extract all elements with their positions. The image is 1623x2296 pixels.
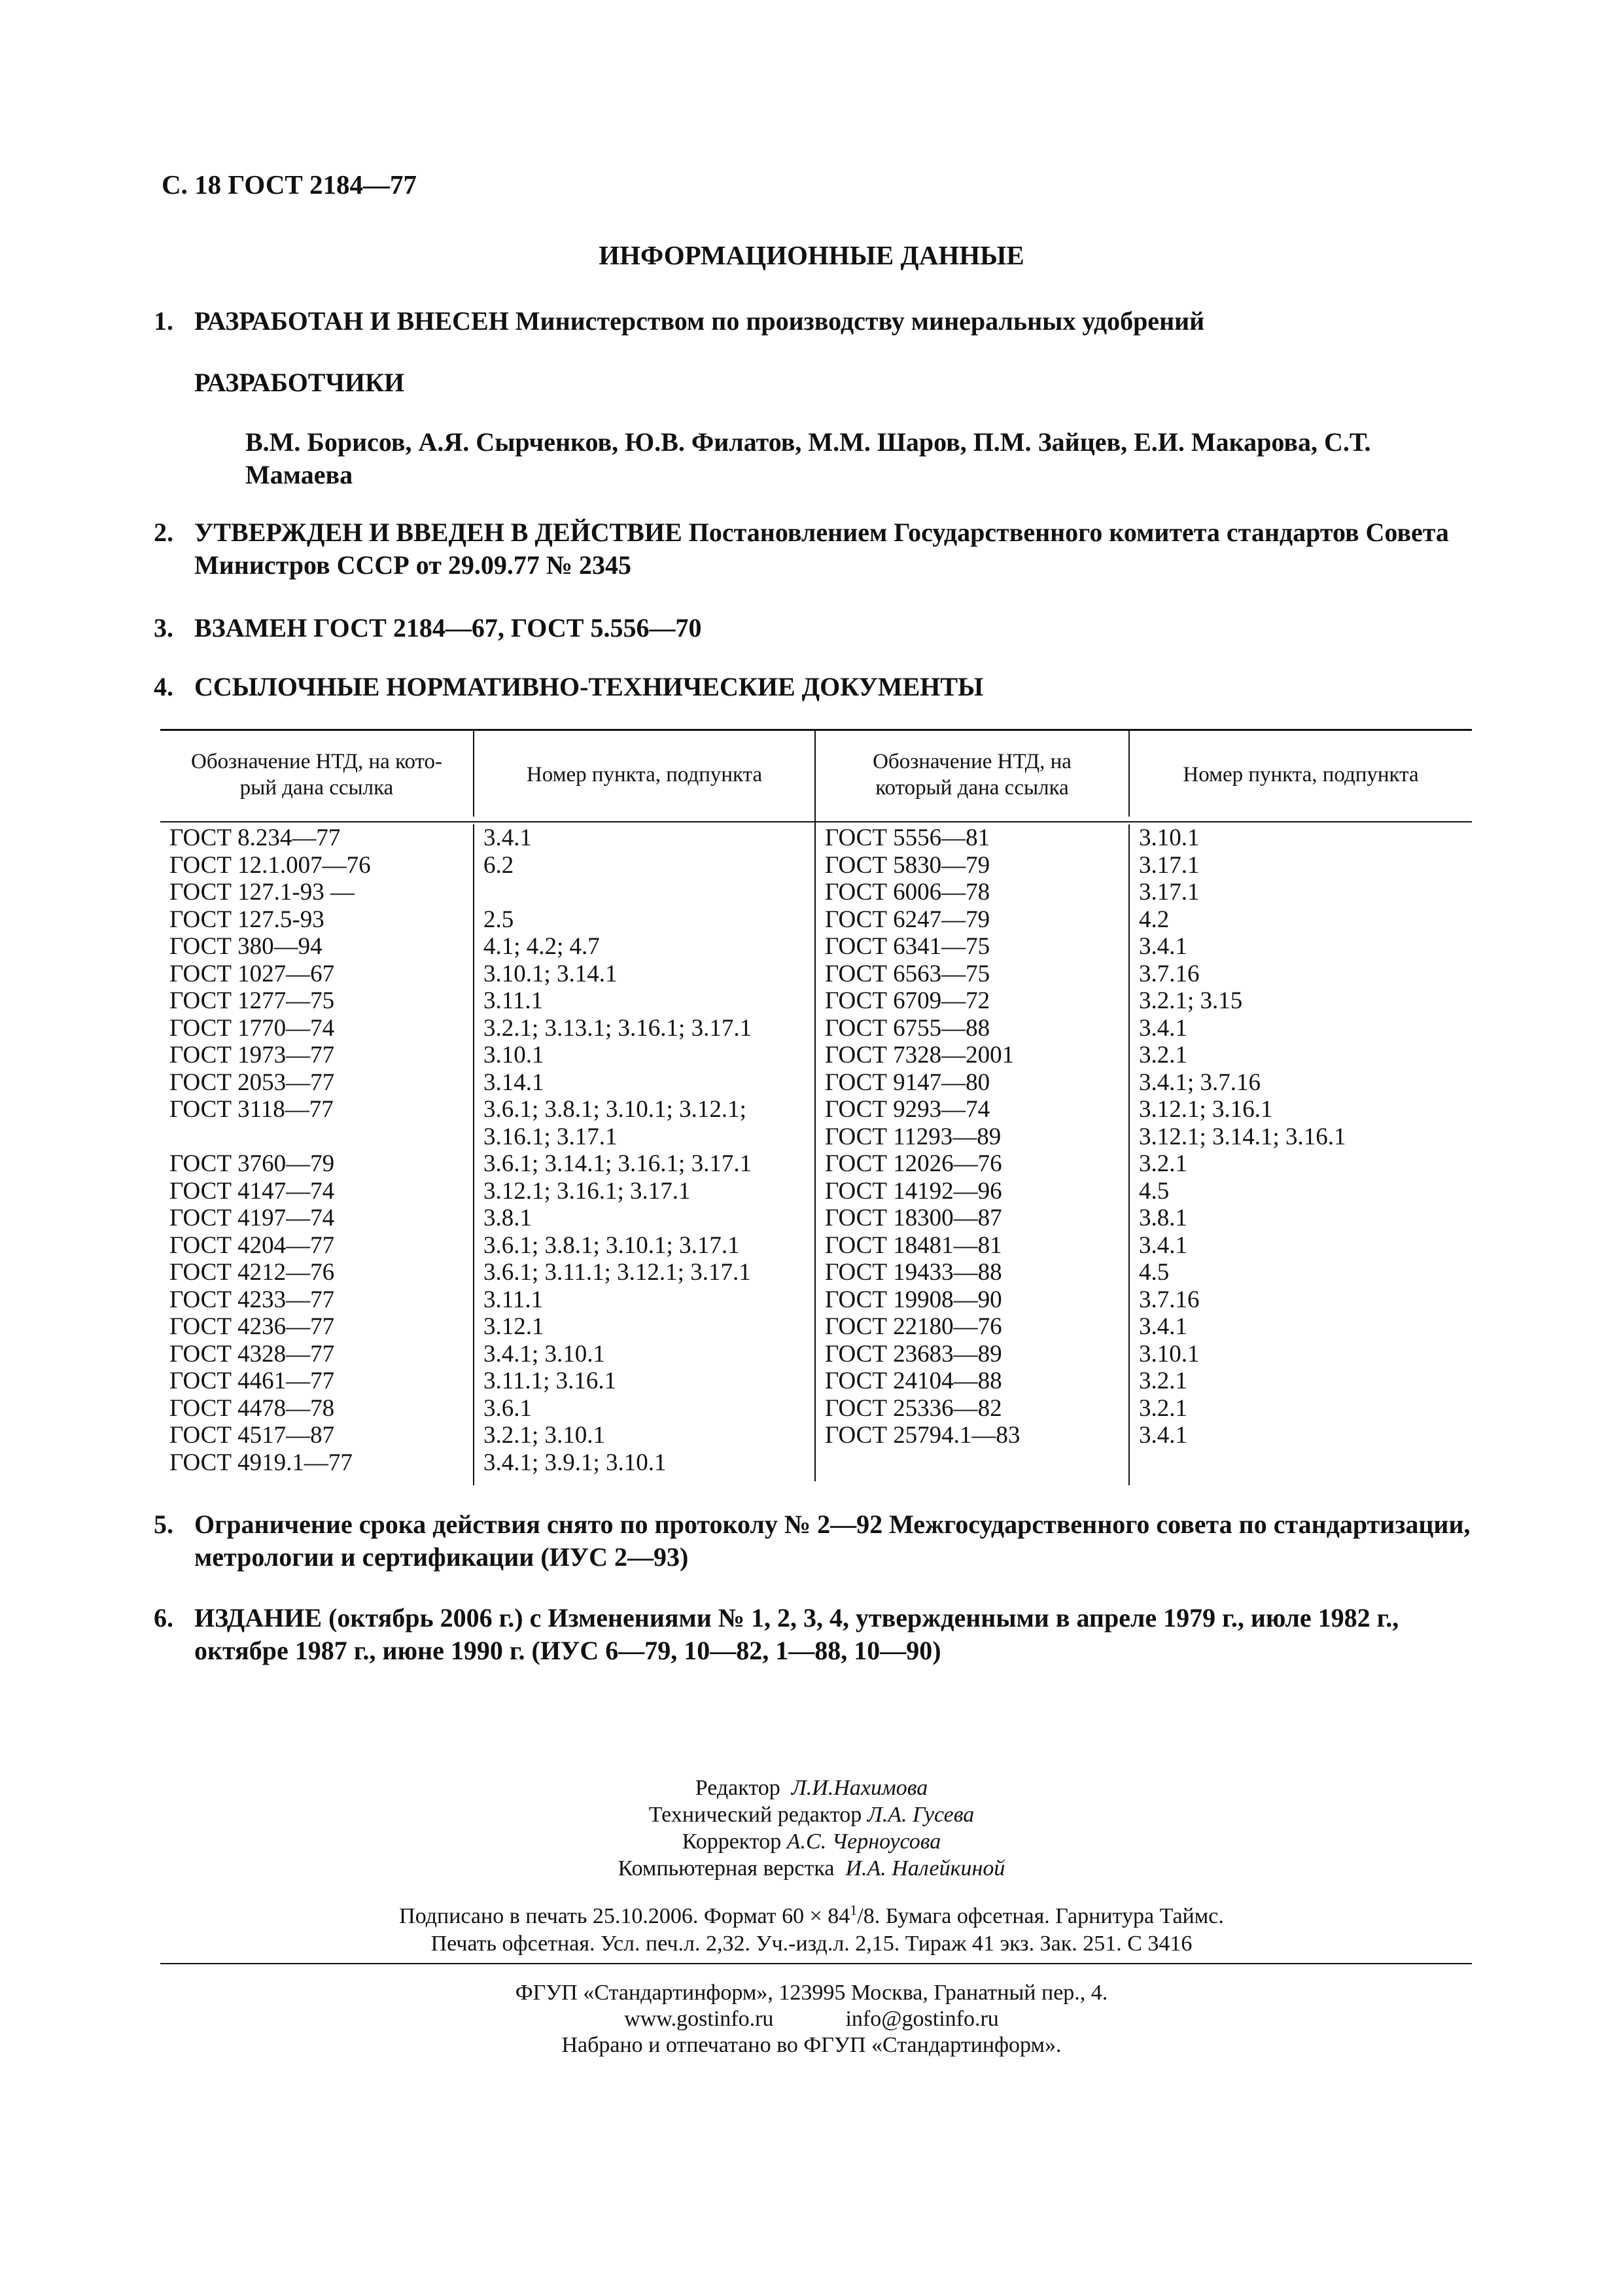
page-title: ИНФОРМАЦИОННЫЕ ДАННЫЕ [599,240,1024,270]
table-cell-items: 3.10.1; 3.14.1 [483,960,618,987]
table-cell-items: 3.6.1; 3.14.1; 3.16.1; 3.17.1 [483,1150,752,1177]
table-cell-doc: ГОСТ 18300—87 [825,1205,1002,1231]
table-cell-items: 3.10.1 [1139,1340,1200,1368]
right-docs-column [825,824,1126,1449]
table-cell-items: 2.5 [483,906,514,933]
table-cell-items: 3.12.1 [483,1313,544,1340]
table-cell-items: 3.4.1; 3.10.1 [483,1340,606,1368]
table-cell-items: 3.6.1; 3.8.1; 3.10.1; 3.12.1; 3.16.1; 3.17.1 [483,1096,746,1150]
publisher-contacts [624,2006,999,2032]
table-cell-doc: ГОСТ 4236—77 [169,1313,335,1340]
table-cell-doc: ГОСТ 1027—67 [169,960,335,987]
table-cell-items: 3.6.1; 3.8.1; 3.10.1; 3.17.1 [483,1231,740,1259]
item-heading: РАЗРАБОТАН И ВНЕСЕН [194,306,509,336]
table-cell-doc: ГОСТ 19433—88 [825,1259,1002,1286]
item-number: 1. [154,306,173,336]
table-cell-doc: ГОСТ 4919.1—77 [169,1449,353,1476]
item-number: 5. [154,1510,173,1539]
table-cell-doc: ГОСТ 4517—87 [169,1422,335,1449]
table-cell-items: 3.4.1 [1139,933,1187,960]
table-cell-doc: ГОСТ 4461—77 [169,1368,335,1394]
item-number: 4. [154,672,173,701]
table-cell-doc: ГОСТ 9293—74 [825,1096,990,1123]
item-text: Ограничение срока действия снято по протоколу № 2—92 Межгосударственного совета по стандартизации, метрологии и сертификации (ИУС 2—93) [194,1510,1471,1572]
table-cell-doc: ГОСТ 11293—89 [825,1123,1002,1150]
table-cell-doc: ГОСТ 4478—78 [169,1394,335,1422]
item-text: Министерством по производству минеральных удобрений [508,306,1205,336]
table-cell-items [483,879,811,906]
item-heading: ССЫЛОЧНЫЕ НОРМАТИВНО-ТЕХНИЧЕСКИЕ ДОКУМЕНТЫ [194,672,984,701]
table-cell-items: 3.11.1 [483,1286,544,1313]
table-cell-items: 3.17.1 [1139,851,1200,879]
table-cell-doc: ГОСТ 19908—90 [825,1286,1002,1313]
table-cell-items: 3.4.1; 3.9.1; 3.10.1 [483,1449,667,1476]
table-cell-items: 3.12.1; 3.16.1 [1139,1096,1273,1123]
table-cell-doc: ГОСТ 3760—79 [169,1150,335,1177]
printed-by: Набрано и отпечатано во ФГУП «Стандартинформ». [561,2033,1062,2057]
column-header: Номер пункта, подпункта [1183,763,1419,786]
table-cell-items: 3.10.1 [1139,824,1200,851]
table-cell-doc: ГОСТ 6006—78 [825,879,990,906]
table-cell-doc: ГОСТ 12026—76 [825,1150,1002,1177]
item-4 [154,671,1475,703]
table-cell-doc: ГОСТ 7328—2001 [825,1042,1015,1069]
table-divider [473,824,474,1485]
publisher-address: ФГУП «Стандартинформ», 123995 Москва, Гранатный пер., 4. [515,1981,1108,2005]
table-cell-doc: ГОСТ 24104—88 [825,1368,1002,1394]
item-heading: ВЗАМЕН ГОСТ 2184—67, ГОСТ 5.556—70 [194,613,702,643]
table-cell-items: 3.2.1 [1139,1042,1187,1069]
table-divider [814,729,816,1481]
item-text: ИЗДАНИЕ (октябрь 2006 г.) с Изменениями № 1, 2, 3, 4, утвержденными в апреле 1979 г., июле 1982 г., октябре 1987 г., июне 1990 г. (ИУС 6—79, 10—82, 1—88, 10—90) [194,1603,1399,1665]
item-1 [154,305,1475,338]
table-cell-doc: ГОСТ 127.1-93 — [169,879,355,906]
column-header: Обозначение НТД, на кото- рый дана ссылка [191,750,442,800]
table-cell-doc: ГОСТ 6247—79 [825,906,990,933]
table-cell-items: 3.4.1 [1139,1422,1187,1449]
item-3 [154,612,1475,645]
item-number: 3. [154,613,173,643]
table-cell-items: 3.12.1; 3.16.1; 3.17.1 [483,1177,691,1205]
table-cell-items: 4.5 [1139,1177,1170,1205]
table-cell-items: 3.2.1; 3.10.1 [483,1422,606,1449]
table-cell-items: 4.5 [1139,1259,1170,1286]
editor-line: Компьютерная верстка И.А. Налейкиной [618,1856,1005,1881]
table-header-rule [160,821,1472,822]
table-cell-items: 6.2 [483,851,514,879]
table-cell-items: 3.2.1 [1139,1394,1187,1422]
developers-heading: РАЗРАБОТЧИКИ [194,368,405,397]
table-cell-items: 3.14.1 [483,1069,544,1096]
table-cell-doc: ГОСТ 5556—81 [825,824,990,851]
table-cell-doc: ГОСТ 4212—76 [169,1259,335,1286]
table-cell-doc: ГОСТ 1770—74 [169,1014,335,1042]
table-cell-items: 3.7.16 [1139,1286,1200,1313]
pub-line-2: Печать офсетная. Усл. печ.л. 2,32. Уч.-изд.л. 2,15. Тираж 41 экз. Зак. 251. С 3416 [430,1932,1193,1956]
table-cell-doc: ГОСТ 25336—82 [825,1394,1002,1422]
table-cell-doc: ГОСТ 6755—88 [825,1014,990,1042]
item-2 [154,516,1475,582]
table-cell-doc: ГОСТ 6341—75 [825,933,990,960]
table-cell-items: 3.4.1; 3.7.16 [1139,1069,1261,1096]
editor-line: Редактор Л.И.Нахимова [695,1776,928,1800]
item-number: 6. [154,1603,173,1633]
table-cell-items: 3.2.1 [1139,1368,1187,1394]
table-cell-items: 3.8.1 [1139,1205,1187,1231]
table-cell-doc: ГОСТ 4204—77 [169,1231,335,1259]
table-cell-doc: ГОСТ 9147—80 [825,1069,990,1096]
table-cell-items: 3.10.1 [483,1042,544,1069]
table-cell-items: 3.2.1; 3.15 [1139,987,1243,1014]
editors-block [0,1775,1623,1882]
table-cell-items: 3.17.1 [1139,879,1200,906]
table-cell-items: 3.6.1; 3.11.1; 3.12.1; 3.17.1 [483,1259,751,1286]
table-cell-doc: ГОСТ 1973—77 [169,1042,335,1069]
table-cell-doc: ГОСТ 8.234—77 [169,824,341,851]
developers-list: В.М. Борисов, А.Я. Сырченков, Ю.В. Филатов, М.М. Шаров, П.М. Зайцев, Е.И. Макарова, С.Т. Мамаева [245,427,1371,489]
table-cell-items: 3.12.1; 3.14.1; 3.16.1 [1139,1123,1346,1150]
table-cell-items: 3.11.1 [483,987,544,1014]
item-text: Постановлением Государственного комитета стандартов Совета Министров СССР от 29.09.77 № 2345 [194,518,1449,580]
left-items-column [483,824,811,1476]
table-cell-doc: ГОСТ 23683—89 [825,1340,1002,1368]
left-docs-column [169,824,470,1476]
table-cell-doc: ГОСТ 22180—76 [825,1313,1002,1340]
publisher-footer [0,1980,1623,2058]
table-cell-items: 3.2.1; 3.13.1; 3.16.1; 3.17.1 [483,1014,752,1042]
table-cell-doc: ГОСТ 4147—74 [169,1177,335,1205]
page-header: С. 18 ГОСТ 2184—77 [162,169,417,200]
editor-line: Технический редактор Л.А. Гусева [648,1803,975,1827]
table-cell-doc: ГОСТ 380—94 [169,933,323,960]
item-5 [154,1508,1475,1574]
table-cell-items: 3.8.1 [483,1205,532,1231]
pub-line-1: Подписано в печать 25.10.2006. Формат $60 \times 84^1/8$. Бумага офсетная. Гарнитура Таймс. [399,1901,1224,1928]
table-cell-doc: ГОСТ 127.5-93 [169,906,324,933]
website-link[interactable]: www.gostinfo.ru [624,2007,774,2031]
table-cell-doc: ГОСТ 12.1.007—76 [169,851,371,879]
table-cell-doc: ГОСТ 2053—77 [169,1069,335,1096]
table-cell-doc: ГОСТ 14192—96 [825,1177,1002,1205]
table-divider [1128,824,1130,1485]
table-cell-items: 3.4.1 [1139,1313,1187,1340]
table-cell-doc: ГОСТ 5830—79 [825,851,990,879]
table-cell-doc: ГОСТ 4233—77 [169,1286,335,1313]
editor-line: Корректор А.С. Черноусова [682,1829,941,1854]
column-header: Обозначение НТД, на который дана ссылка [873,750,1072,800]
table-cell-items: 4.2 [1139,906,1170,933]
table-cell-items: 4.1; 4.2; 4.7 [483,933,600,960]
item-heading: УТВЕРЖДЕН И ВВЕДЕН В ДЕЙСТВИЕ [194,518,682,547]
table-cell-items: 3.2.1 [1139,1150,1187,1177]
table-cell-doc: ГОСТ 3118—77 [169,1096,334,1123]
table-cell-doc: ГОСТ 6563—75 [825,960,990,987]
table-cell-items: 3.4.1 [483,824,532,851]
table-cell-items: 3.4.1 [1139,1014,1187,1042]
table-cell-items: 3.4.1 [1139,1231,1187,1259]
table-cell-items: 3.6.1 [483,1394,532,1422]
item-number: 2. [154,518,173,547]
table-cell-items: 3.7.16 [1139,960,1200,987]
table-cell-doc: ГОСТ 6709—72 [825,987,990,1014]
table-cell-doc: ГОСТ 18481—81 [825,1231,1002,1259]
item-6 [154,1602,1475,1667]
footer-rule [160,1963,1472,1964]
table-cell-doc: ГОСТ 4197—74 [169,1205,335,1231]
email-link[interactable]: info@gostinfo.ru [845,2007,999,2031]
table-cell-doc: ГОСТ 4328—77 [169,1340,335,1368]
column-header: Номер пункта, подпункта [526,763,763,786]
right-items-column [1139,824,1469,1449]
table-cell-doc: ГОСТ 25794.1—83 [825,1422,1021,1449]
table-cell-items: 3.11.1; 3.16.1 [483,1368,617,1394]
publication-info [0,1903,1623,1958]
table-cell-doc: ГОСТ 1277—75 [169,987,335,1014]
